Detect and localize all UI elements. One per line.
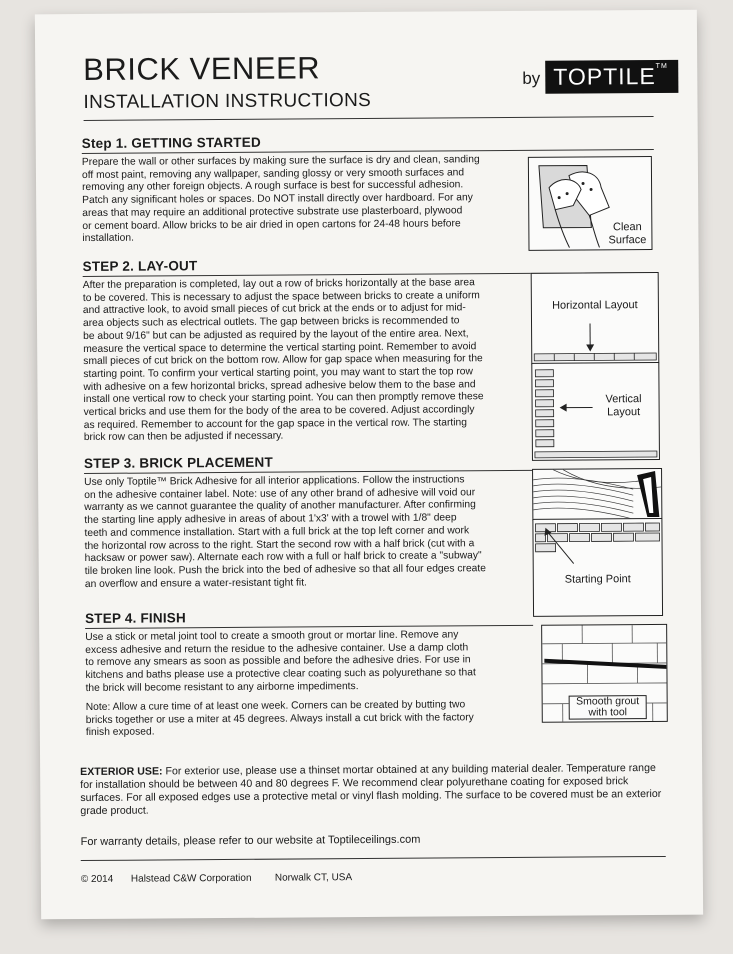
step4-note-line: bricks together or use a miter at 45 degrees. Always install a cut brick with the factory [85, 711, 474, 726]
step2-line: After the preparation is completed, lay out a row of bricks horizontally at the base area [82, 277, 475, 291]
step4-line: to remove any smears as soon as possible and before the adhesive dries. For use in [85, 654, 471, 669]
company-name: Halstead C&W Corporation [130, 872, 252, 885]
step1-line: removing any other foreign objects. A rough surface is best for successful adhesion. [82, 179, 464, 194]
warranty-text: For warranty details, please refer to our website at Toptileceilings.com [80, 833, 421, 849]
step1-line: or cement board. Allow bricks to be air dried in open cartons for 24-48 hours before [82, 217, 461, 232]
step2-line: to be covered. This is necessary to adjust the space between bricks to create a uniform [82, 289, 480, 304]
step2-line: area objects such as electrical outlets. The gap between bricks is recommended to [82, 315, 460, 330]
vertical-layout-illustration [531, 362, 660, 461]
step2-line: measure the vertical space to determine the vertical starting point. Remember to avoid [83, 340, 477, 355]
step3-line: warranty as we cannot guarantee the quality of another manufacturer. After confirming [84, 499, 476, 514]
by-label: by [522, 68, 541, 88]
step3-line: an overflow and ensure a water-resistant tight fit. [84, 577, 307, 590]
step3-text [84, 474, 486, 591]
footer-divider [81, 856, 666, 861]
clean-surface-illustration [528, 156, 653, 251]
step3-line: Use only Toptile™ Brick Adhesive for all interior applications. Follow the instructions [84, 474, 465, 488]
clean-surface-label: Clean Surface [608, 221, 647, 247]
starting-point-label: Starting Point [564, 573, 631, 586]
step4-line: the brick will become resistant to any airborne impediments. [85, 680, 359, 694]
step4-note-line: Note: Allow a cure time of at least one week. Corners can be created by butting two [85, 699, 466, 713]
step3-line: tile broken line look. Push the brick into the bed of adhesive so that all four edges create [84, 563, 487, 577]
step1-line: Patch any significant holes or spaces. Do NOT install directly over hardboard. For any [82, 192, 473, 207]
toptile-logo [545, 60, 678, 94]
step3-line: hacksaw or power saw). Alternate each row with a full or half brick to create a "subway" [84, 550, 482, 565]
step4-heading: STEP 4. FINISH [85, 610, 186, 626]
step2-line: brick row can then be adjusted if necessary. [83, 431, 284, 444]
step3-line: teeth and commence installation. Start with a full brick at the top left corner and work [84, 525, 470, 539]
step1-line: installation. [82, 232, 134, 245]
exterior-use-text: For exterior use, please use a thinset mortar obtained at any building material dealer. Temperature range for installation should be between 40 and 80 degrees F. We recommend clear polyurethane coating for exposed brick surfaces. For all exposed edges use a protective metal or vinyl flash molding. The surface to be covered must be an exterior grade product. [80, 762, 662, 818]
starting-point-diagram [533, 519, 662, 616]
step2-heading: STEP 2. LAY-OUT [82, 258, 198, 274]
step3-line: the horizontal row across to the right. Start the second row with a half brick (cut with a [84, 537, 475, 552]
horizontal-layout-label: Horizontal Layout [552, 299, 638, 312]
step2-line: small pieces of cut brick on the bottom row. Allow for gap space when measuring for the [83, 353, 483, 368]
step2-line: vertical bricks and use them for the body of the area to be covered. Adjust accordingly [83, 404, 475, 419]
horizontal-layout-illustration [531, 272, 660, 365]
step2-line: and attractive look, to avoid small pieces of cut brick at the ends or to adjust for mid- [82, 302, 466, 317]
horizontal-layout-diagram [532, 273, 659, 364]
trademark-mark: TM [655, 62, 668, 70]
smooth-grout-illustration [541, 624, 668, 723]
step4-note-line: finish exposed. [85, 726, 155, 739]
step4-line: Use a stick or metal joint tool to create a smooth grout or mortar line. Remove any [85, 629, 459, 643]
step2-text [83, 277, 484, 445]
step1-line: Prepare the wall or other surfaces by making sure the surface is dry and clean, sanding [81, 154, 480, 168]
brand-name: TOPTILE [553, 62, 656, 90]
step4-line: kitchens and baths please use a protective clear coating such as polyurethane so that [85, 667, 476, 682]
smooth-grout-label: Smooth grout with tool [569, 695, 647, 720]
vertical-layout-label: Vertical Layout [605, 393, 642, 419]
step2-line: be about 9/16" but can be adjusted as required by the layout of the entire area. Next, [83, 328, 469, 342]
step2-line: starting point. To confirm your vertical starting point, you may want to start the top row [83, 366, 473, 380]
step4-note [86, 699, 474, 740]
page-subtitle: INSTALLATION INSTRUCTIONS [83, 89, 372, 113]
header-divider [84, 116, 654, 121]
step3-heading: STEP 3. BRICK PLACEMENT [83, 454, 273, 471]
step2-line: as required. Remember to account for the gap space in the vertical row. The starting [83, 417, 468, 431]
exterior-use-label: EXTERIOR USE: [80, 765, 163, 779]
copyright: © 2014 [80, 873, 114, 886]
step4-line: excess adhesive and return the residue to the adhesive container. Use a damp cloth [85, 642, 469, 656]
exterior-use-paragraph [80, 762, 662, 818]
page-title: BRICK VENEER [83, 50, 321, 87]
trowel-adhesive-icon [533, 469, 661, 520]
step1-text [82, 154, 480, 246]
step1-heading: Step 1. GETTING STARTED [81, 134, 261, 151]
step3-line: on the adhesive container label. Note: use of any other brand of adhesive will void our [84, 486, 476, 501]
step1-line: areas that may require an additional protective substrate use plasterboard, plywood [82, 205, 463, 219]
instruction-sheet [35, 10, 703, 920]
step1-line: off most paint, removing any wallpaper, sanding glossy or very smooth surfaces and [81, 167, 465, 181]
step2-line: install one vertical row to check your starting point. You can then promptly remove these [83, 391, 484, 406]
step3-line: the starting line apply adhesive in areas of about 1'x3' with a trowel with 1/8" deep [84, 512, 457, 527]
trowel-illustration [532, 468, 662, 521]
step2-line: with adhesive on a few horizontal bricks, spread adhesive below them to the base and [83, 378, 476, 393]
starting-point-illustration [532, 518, 663, 617]
step4-text [85, 629, 476, 695]
company-location: Norwalk CT, USA [274, 872, 353, 884]
